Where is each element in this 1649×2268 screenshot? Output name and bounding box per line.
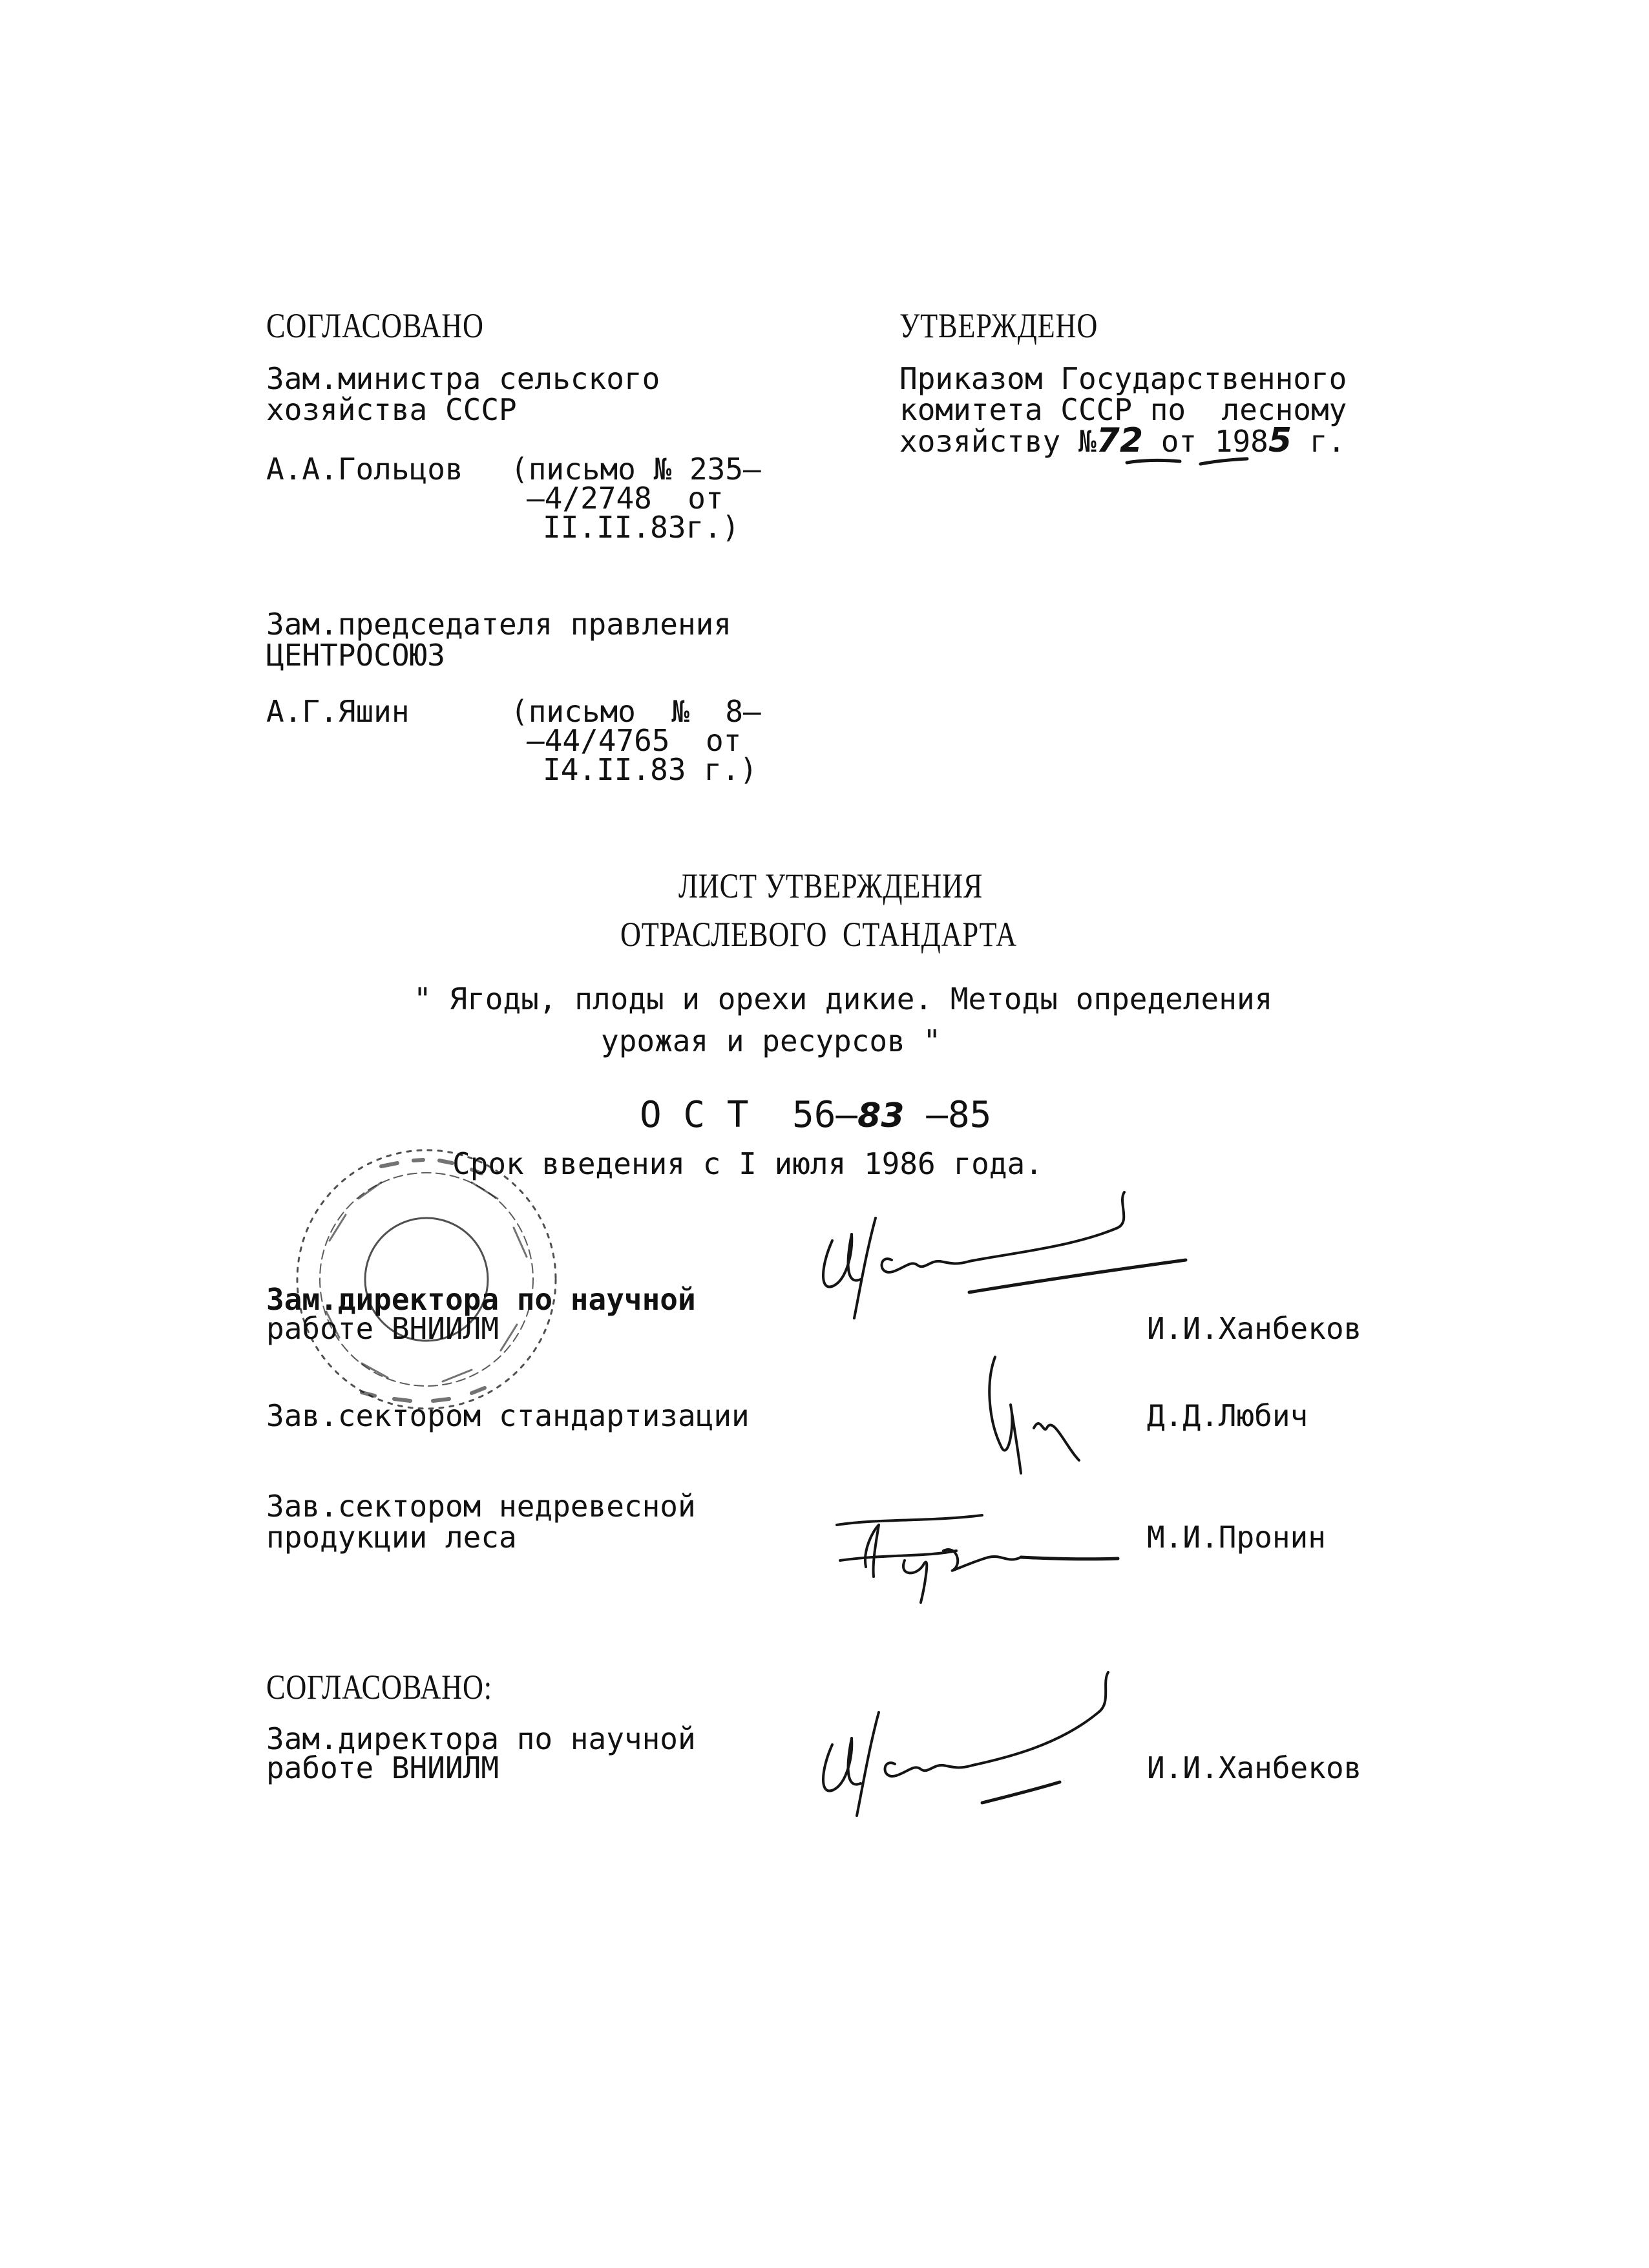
agreed-position-line1: Зам.директора по научной (266, 1721, 696, 1756)
signature-3-position-line2: продукции леса (266, 1520, 517, 1555)
agreed-name: И.И.Ханбеков (1147, 1750, 1362, 1785)
signature-3-position-line1: Зав.сектором недревесной (266, 1489, 696, 1524)
right-approval-line3-suffix: г. (1292, 424, 1346, 459)
right-approval-heading: УТВЕРЖДЕНО (899, 306, 1098, 345)
second-approval-letter-line2: –44/4765 от (527, 723, 742, 758)
signature-2-position-line1: Зав.сектором стандартизации (266, 1398, 750, 1433)
second-approval-position-line2: ЦЕНТРОСОЮЗ (266, 638, 445, 673)
standard-suffix: –85 (904, 1094, 992, 1136)
signature-lyubich-icon (982, 1350, 1098, 1480)
right-approval-line2: комитета СССР по лесному (899, 392, 1347, 427)
agreed-heading: СОГЛАСОВАНО: (266, 1668, 492, 1706)
document-subject-line1: " Ягоды, плоды и орехи дикие. Методы определения (414, 982, 1273, 1016)
document-subject-line2: урожая и ресурсов " (601, 1024, 941, 1058)
order-number: 72 (1096, 421, 1144, 460)
left-approval-heading: СОГЛАСОВАНО (266, 306, 484, 345)
order-year-digit: 5 (1268, 421, 1292, 460)
signature-1-position-line1: Зам.директора по научной (266, 1282, 696, 1317)
effective-date: Срок введения с I июля 1986 года. (452, 1146, 1043, 1181)
standard-designation (640, 1094, 992, 1136)
left-approval-letter-line3: II.II.83г.) (543, 510, 740, 545)
signature-khanbekov-2-icon (814, 1667, 1137, 1842)
signature-2-name: Д.Д.Любич (1147, 1398, 1308, 1433)
second-approval-name: А.Г.Яшин (266, 694, 410, 729)
order-underline-icon (1124, 456, 1254, 469)
signature-khanbekov-1-icon (814, 1189, 1202, 1331)
left-approval-name: А.А.Гольцов (266, 452, 463, 487)
left-approval-letter-line2: –4/2748 от (527, 481, 724, 516)
signature-1-position-line2: работе ВНИИЛМ (266, 1311, 499, 1346)
signature-pronin-icon (827, 1506, 1137, 1609)
right-approval-line3 (899, 421, 1346, 460)
right-approval-line3-middle: от 198 (1143, 424, 1268, 459)
right-approval-line3-prefix: хозяйству № (899, 424, 1097, 459)
second-approval-letter-line1: (письмо № 8– (510, 694, 761, 729)
signature-3-name: М.И.Пронин (1147, 1520, 1326, 1555)
standard-prefix: О С Т 56– (640, 1094, 858, 1136)
left-approval-position-line1: Зам.министра сельского (266, 361, 660, 396)
signature-1-name: И.И.Ханбеков (1147, 1311, 1362, 1346)
document-title-line2: ОТРАСЛЕВОГО СТАНДАРТА (620, 915, 1017, 954)
agreed-position-line2: работе ВНИИЛМ (266, 1750, 499, 1785)
second-approval-position-line1: Зам.председателя правления (266, 607, 732, 642)
round-stamp-icon (284, 1137, 569, 1422)
right-approval-line1: Приказом Государственного (899, 361, 1347, 396)
second-approval-letter-line3: I4.II.83 г.) (543, 752, 758, 787)
document-title-line1: ЛИСТ УТВЕРЖДЕНИЯ (678, 866, 983, 905)
left-approval-position-line2: хозяйства СССР (266, 392, 517, 427)
left-approval-letter-line1: (письмо № 235– (510, 452, 761, 487)
standard-number: 83 (857, 1097, 905, 1135)
